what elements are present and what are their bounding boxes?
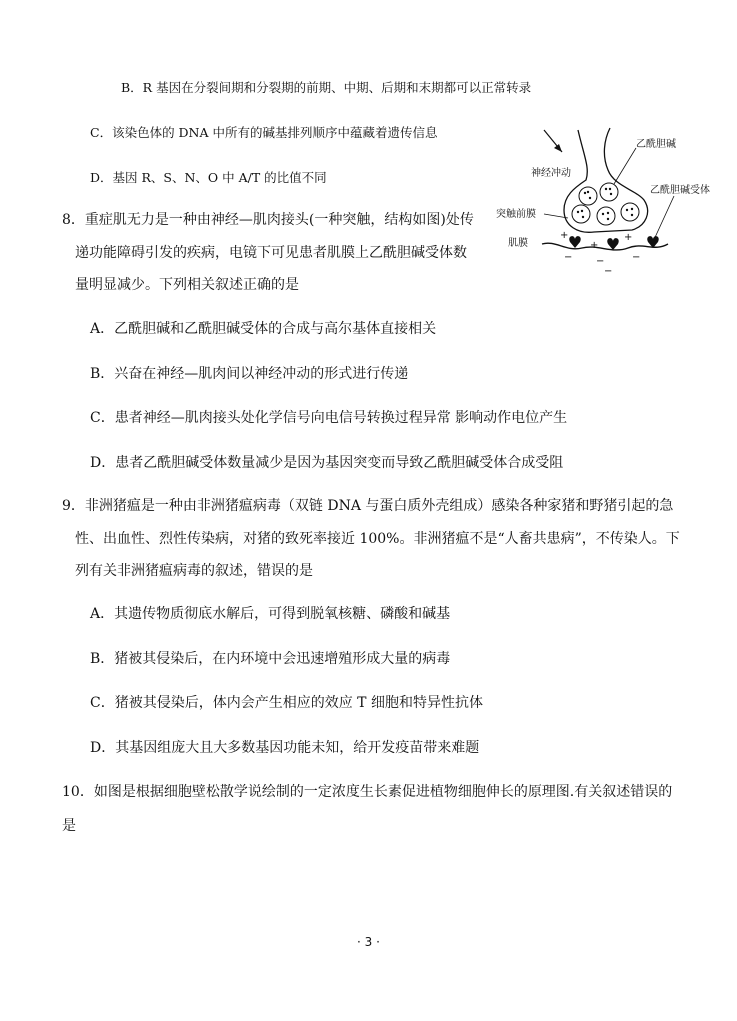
q9-option-d: D．其基因组庞大且大多数基因功能未知，给开发疫苗带来难题	[90, 740, 480, 756]
svg-text:+: +	[560, 230, 569, 241]
q8-option-b: B．兴奋在神经—肌肉间以神经冲动的形式进行传递	[90, 366, 409, 382]
q10-stem-line-2: 是	[62, 818, 76, 834]
q9-option-c: C．猪被其侵染后，体内会产生相应的效应 T 细胞和特异性抗体	[90, 695, 483, 711]
q9-option-a: A．其遗传物质彻底水解后，可得到脱氧核糖、磷酸和碱基	[90, 606, 451, 622]
label-ach-receptor: 乙酰胆碱受体	[650, 185, 710, 196]
q8-stem-line-2: 递功能障碍引发的疾病，电镜下可见患者肌膜上乙酰胆碱受体数	[75, 245, 467, 261]
q9-option-b: B．猪被其侵染后，在内环境中会迅速增殖形成大量的病毒	[90, 651, 451, 667]
q9-stem-line-2: 性、出血性、烈性传染病，对猪的致死率接近 100%。非洲猪瘟不是“人畜共患病”，不传染人。下	[75, 531, 680, 547]
synapse-diagram	[486, 126, 710, 277]
q7-option-b: B．R 基因在分裂间期和分裂期的前期、中期、后期和末期都可以正常转录	[121, 80, 532, 95]
page-number: · 3 ·	[357, 935, 380, 949]
label-presynaptic-membrane: 突触前膜	[496, 209, 536, 220]
svg-text:−: −	[604, 266, 613, 277]
q7-option-d: D．基因 R、S、N、O 中 A/T 的比值不同	[90, 170, 327, 185]
svg-text:−: −	[632, 252, 641, 263]
q10-stem-line-1: 10．如图是根据细胞壁松散学说绘制的一定浓度生长素促进植物细胞伸长的原理图.有关叙述错误的	[62, 784, 673, 800]
muscle-membrane	[542, 243, 668, 250]
label-nerve-impulse: 神经冲动	[531, 168, 571, 179]
label-muscle-membrane: 肌膜	[508, 238, 528, 249]
q8-stem-line-1: 8．重症肌无力是一种由神经—肌肉接头(一种突触，结构如图)处传	[62, 212, 474, 228]
q7-option-c: C．该染色体的 DNA 中所有的碱基排列顺序中蕴藏着遗传信息	[90, 125, 438, 140]
q8-option-c: C．患者神经—肌肉接头处化学信号向电信号转换过程异常 影响动作电位产生	[90, 410, 568, 426]
svg-text:+: +	[590, 240, 599, 251]
q8-stem-line-3: 量明显减少。下列相关叙述正确的是	[75, 277, 299, 293]
q8-option-d: D．患者乙酰胆碱受体数量减少是因为基因突变而导致乙酰胆碱受体合成受阻	[90, 455, 564, 471]
q8-option-a: A．乙酰胆碱和乙酰胆碱受体的合成与高尔基体直接相关	[90, 321, 437, 337]
label-acetylcholine: 乙酰胆碱	[636, 139, 676, 150]
svg-text:−: −	[596, 256, 605, 267]
svg-text:+: +	[624, 232, 633, 243]
svg-text:−: −	[564, 252, 573, 263]
q9-stem-line-1: 9．非洲猪瘟是一种由非洲猪瘟病毒（双链 DNA 与蛋白质外壳组成）感染各种家猪和野猪引起的急	[62, 498, 674, 514]
q9-stem-line-3: 列有关非洲猪瘟病毒的叙述，错误的是	[75, 563, 313, 579]
